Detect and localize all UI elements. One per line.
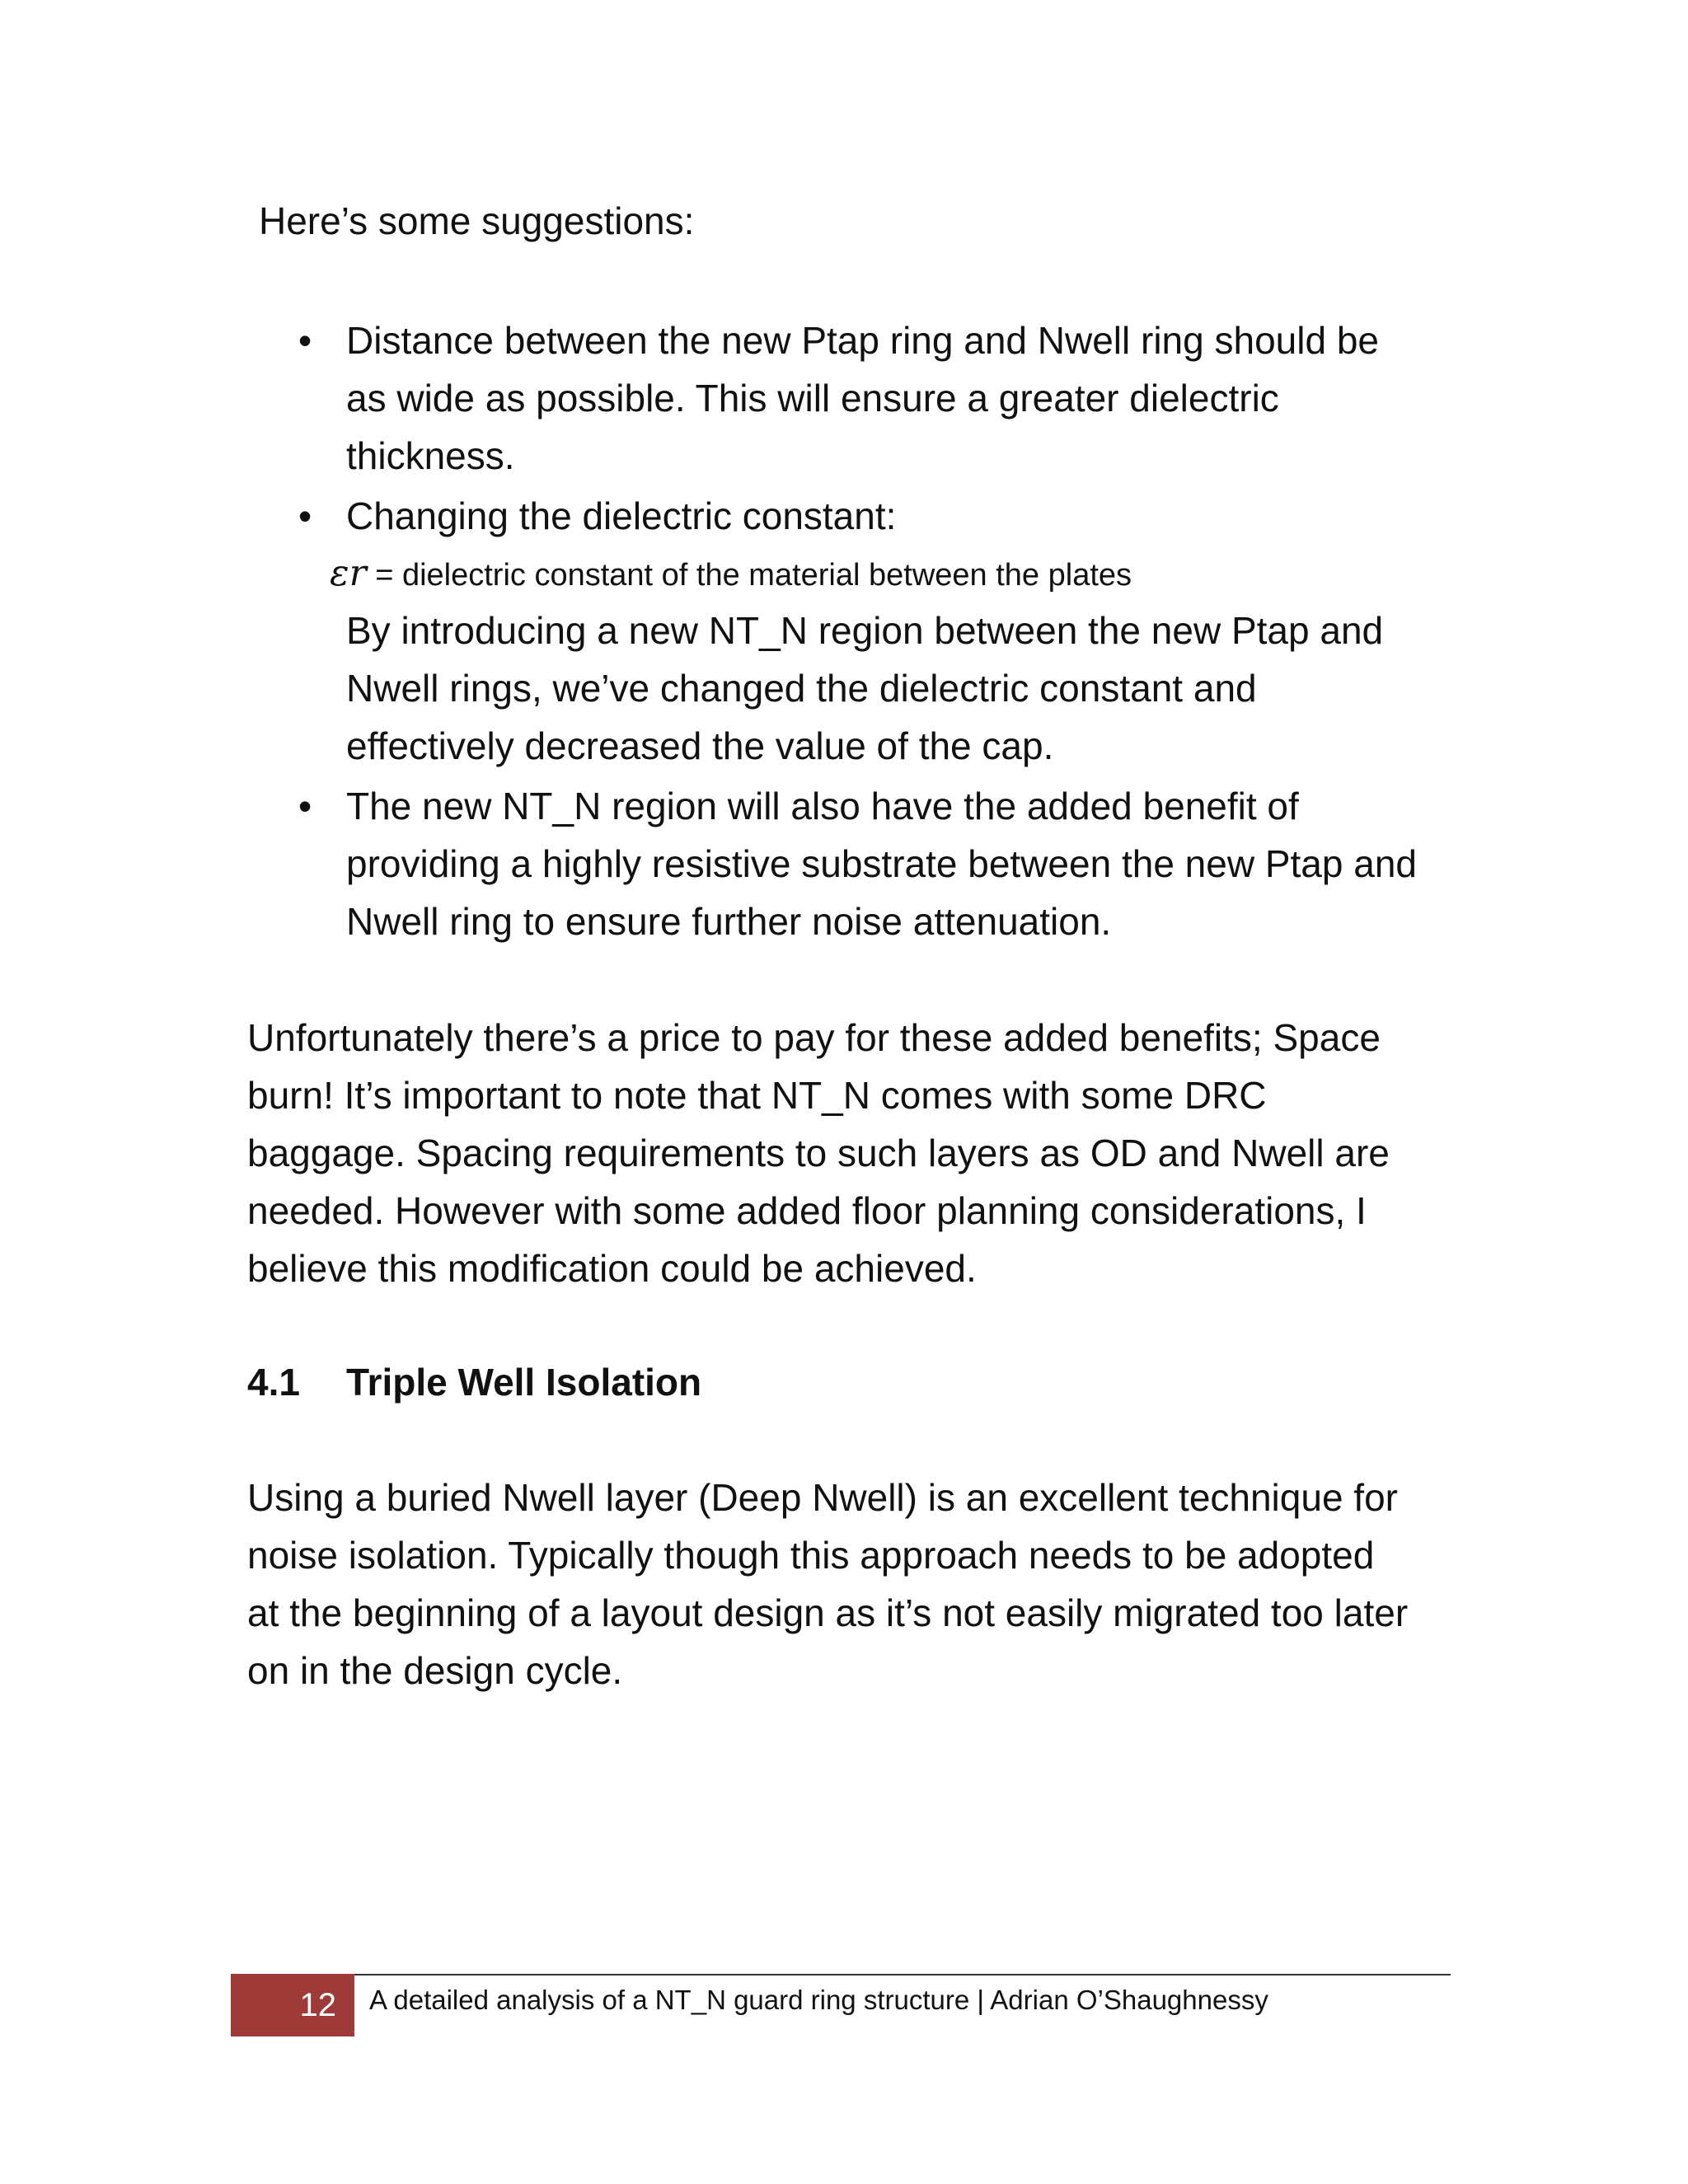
paragraph-line: Unfortunately there’s a price to pay for these added benefits; Space	[247, 1016, 1381, 1059]
sub-paragraph	[346, 602, 1383, 775]
list-item	[298, 487, 897, 545]
section-number: 4.1	[247, 1361, 300, 1404]
list-item-line: providing a highly resistive substrate between the new Ptap and	[346, 842, 1418, 885]
list-item-line: thickness.	[346, 434, 515, 477]
sub-paragraph-line: effectively decreased the value of the cap.	[346, 724, 1054, 767]
paragraph-line: at the beginning of a layout design as it’s not easily migrated too later	[247, 1591, 1409, 1634]
list-item-line: Changing the dielectric constant:	[346, 494, 897, 537]
paragraph-line: burn! It’s important to note that NT_N comes with some DRC	[247, 1074, 1267, 1117]
intro-text: Here’s some suggestions:	[259, 199, 695, 242]
list-item-line: Nwell ring to ensure further noise attenuation.	[346, 900, 1112, 943]
paragraph-line: on in the design cycle.	[247, 1649, 623, 1692]
sub-paragraph-line: By introducing a new NT_N region between the new Ptap and	[346, 609, 1384, 652]
footer-title: A detailed analysis of a NT_N guard ring structure | Adrian O’Shaughnessy	[369, 1985, 1268, 2015]
bullet-icon: •	[298, 494, 312, 537]
sub-paragraph-line: Nwell rings, we’ve changed the dielectric constant and	[346, 667, 1257, 710]
formula-definition-text: = dielectric constant of the material between the plates	[366, 558, 1132, 593]
epsilon-r-symbol: εr	[330, 552, 367, 594]
list-item-line: The new NT_N region will also have the added benefit of	[346, 785, 1299, 827]
bullet-icon: •	[298, 319, 312, 362]
page-footer	[231, 1974, 1451, 2036]
list-item	[298, 777, 1418, 950]
paragraph-line: noise isolation. Typically though this approach needs to be adopted	[247, 1534, 1375, 1577]
footer-divider	[354, 1974, 1451, 1975]
section-title: Triple Well Isolation	[346, 1361, 702, 1404]
formula-definition	[330, 551, 1132, 598]
list-item	[298, 312, 1379, 485]
bullet-icon: •	[298, 785, 312, 827]
paragraph-line: Using a buried Nwell layer (Deep Nwell) is an excellent technique for	[247, 1476, 1398, 1519]
paragraph-line: baggage. Spacing requirements to such layers as OD and Nwell are	[247, 1132, 1390, 1174]
paragraph-space-burn	[247, 1009, 1390, 1297]
paragraph-line: believe this modification could be achieved.	[247, 1247, 977, 1290]
paragraph-line: needed. However with some added floor planning considerations, I	[247, 1189, 1367, 1232]
section-heading	[247, 1353, 701, 1411]
list-item-line: as wide as possible. This will ensure a greater dielectric	[346, 377, 1279, 419]
paragraph-triple-well	[247, 1469, 1408, 1699]
page-number-badge: 12	[231, 1974, 354, 2036]
list-item-line: Distance between the new Ptap ring and Nwell ring should be	[346, 319, 1379, 362]
